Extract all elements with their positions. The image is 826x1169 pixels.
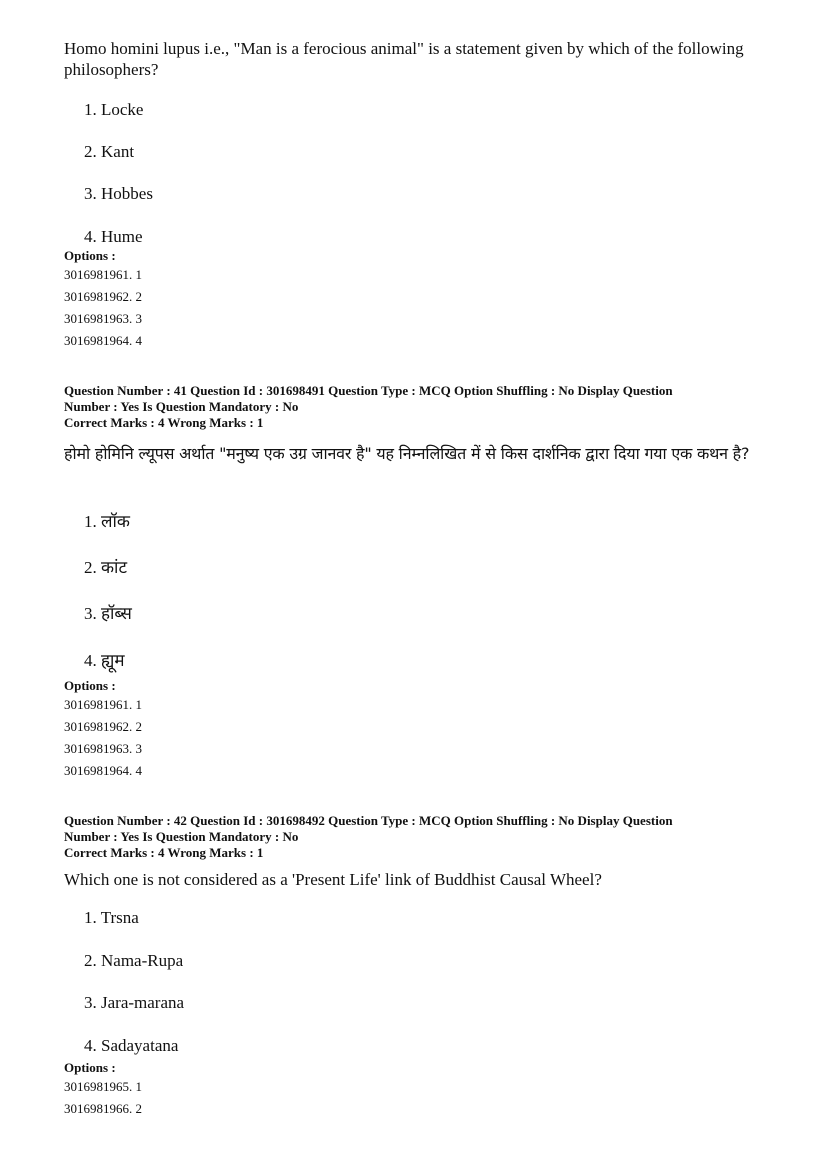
options-section <box>64 248 764 352</box>
answer-item: 1. लॉक <box>84 512 130 531</box>
marks-info: Correct Marks : 4 Wrong Marks : 1 <box>64 415 264 430</box>
option-code: 3016981964. 4 <box>64 333 142 348</box>
options-section <box>64 678 764 782</box>
question-42 <box>64 869 764 890</box>
option-code: 3016981965. 1 <box>64 1079 142 1094</box>
answer-item: 2. Nama-Rupa <box>84 951 184 970</box>
question-meta: Question Number : 42 Question Id : 301698492 Question Type : MCQ Option Shuffling : No Display Question <box>64 813 673 828</box>
question-42-meta <box>64 813 764 861</box>
question-text: होमो होमिनि ल्यूपस अर्थात "मनुष्य एक उग्र जानवर है" यह निम्नलिखित में से किस दार्शनिक द्वारा दिया गया एक कथन है? <box>64 444 750 463</box>
answer-item: 4. ह्यूम <box>84 651 125 670</box>
option-code: 3016981962. 2 <box>64 289 142 304</box>
option-code: 3016981966. 2 <box>64 1101 142 1116</box>
answer-item: 3. हॉब्स <box>84 604 132 623</box>
option-code: 3016981961. 1 <box>64 267 142 282</box>
question-meta: Number : Yes Is Question Mandatory : No <box>64 829 299 844</box>
options-label: Options : <box>64 1060 116 1075</box>
question-text: Which one is not considered as a 'Present Life' link of Buddhist Causal Wheel? <box>64 870 602 889</box>
answer-item: 4. Sadayatana <box>84 1036 179 1055</box>
question-meta: Number : Yes Is Question Mandatory : No <box>64 399 299 414</box>
option-code: 3016981961. 1 <box>64 697 142 712</box>
question-41-meta <box>64 383 764 431</box>
options-label: Options : <box>64 678 116 693</box>
answer-item: 1. Locke <box>84 100 144 119</box>
marks-info: Correct Marks : 4 Wrong Marks : 1 <box>64 845 264 860</box>
answer-item: 1. Trsna <box>84 908 139 927</box>
option-code: 3016981962. 2 <box>64 719 142 734</box>
answer-item: 3. Jara-marana <box>84 993 185 1012</box>
answer-item: 2. कांट <box>84 558 128 577</box>
option-code: 3016981964. 4 <box>64 763 142 778</box>
answer-item: 2. Kant <box>84 142 135 161</box>
option-code: 3016981963. 3 <box>64 311 142 326</box>
question-40 <box>64 38 764 80</box>
question-text: Homo homini lupus i.e., "Man is a ferocious animal" is a statement given by which of the following philosophers? <box>64 39 744 79</box>
answer-item: 3. Hobbes <box>84 184 153 203</box>
options-section <box>64 1060 764 1120</box>
question-meta: Question Number : 41 Question Id : 301698491 Question Type : MCQ Option Shuffling : No Display Question <box>64 383 673 398</box>
question-41 <box>64 442 764 466</box>
options-label: Options : <box>64 248 116 263</box>
option-code: 3016981963. 3 <box>64 741 142 756</box>
answer-item: 4. Hume <box>84 227 143 246</box>
